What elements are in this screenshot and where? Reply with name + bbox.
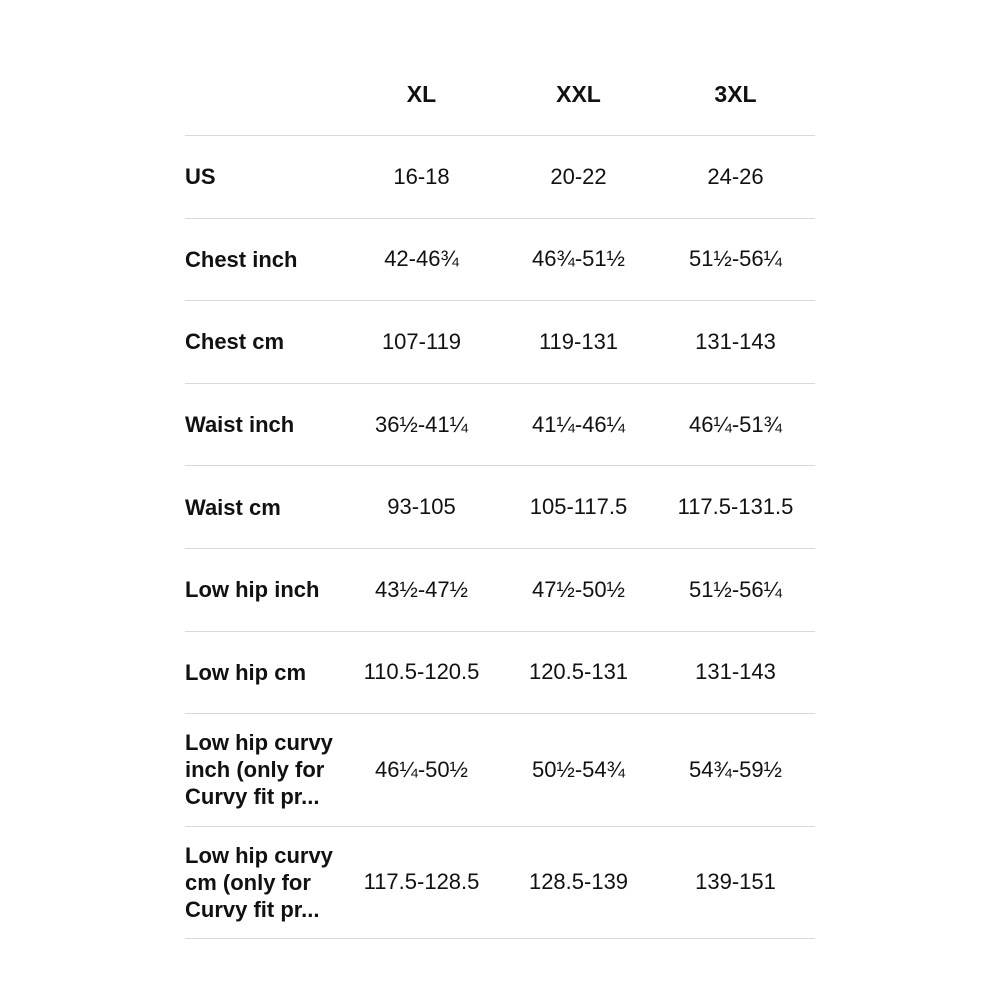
table-cell: 120.5-131	[528, 659, 629, 685]
table-cell: 54¾-59½	[689, 756, 782, 782]
row-label: Low hip cm	[185, 659, 306, 685]
table-cell: 24-26	[707, 163, 764, 189]
table-row-us	[185, 136, 815, 219]
table-cell: 36½-41¼	[375, 411, 468, 437]
table-row-low-hip-curvy-inch	[185, 714, 815, 827]
table-row-low-hip-inch	[185, 549, 815, 632]
table-row-low-hip-cm	[185, 632, 815, 715]
table-cell: 46¼-50½	[375, 756, 468, 782]
table-cell: 43½-47½	[375, 576, 468, 602]
table-header-row	[185, 54, 815, 136]
row-label: Waist cm	[185, 494, 281, 520]
table-row-chest-cm	[185, 301, 815, 384]
column-header-xl: XL	[406, 81, 437, 107]
table-row-chest-inch	[185, 219, 815, 302]
table-cell: 110.5-120.5	[363, 659, 480, 685]
row-label: Low hip curvy inch (only for Curvy fit pr...	[185, 730, 333, 810]
table-row-low-hip-curvy-cm	[185, 827, 815, 940]
table-cell: 47½-50½	[532, 576, 625, 602]
table-cell: 131-143	[695, 659, 776, 685]
row-label: Chest cm	[185, 329, 285, 355]
row-label: Chest inch	[185, 246, 298, 272]
table-cell: 139-151	[695, 869, 776, 895]
row-label: US	[185, 164, 216, 190]
table-cell: 119-131	[538, 328, 619, 354]
column-header-3xl: 3XL	[714, 81, 757, 107]
table-row-waist-cm	[185, 466, 815, 549]
table-cell: 41¼-46¼	[532, 411, 625, 437]
table-cell: 117.5-131.5	[677, 494, 794, 520]
table-cell: 105-117.5	[529, 494, 628, 520]
table-cell: 51½-56¼	[689, 576, 782, 602]
table-cell: 20-22	[550, 163, 607, 189]
table-cell: 42-46¾	[384, 246, 459, 272]
row-label: Waist inch	[185, 412, 295, 438]
table-cell: 16-18	[393, 163, 450, 189]
table-cell: 128.5-139	[528, 869, 629, 895]
table-cell: 93-105	[387, 494, 456, 520]
table-cell: 107-119	[381, 328, 462, 354]
row-label: Low hip curvy cm (only for Curvy fit pr...	[185, 842, 333, 922]
column-header-xxl: XXL	[556, 81, 601, 107]
table-cell: 117.5-128.5	[363, 869, 480, 895]
table-cell: 51½-56¼	[689, 246, 782, 272]
row-label: Low hip inch	[185, 577, 320, 603]
table-row-waist-inch	[185, 384, 815, 467]
table-cell: 131-143	[695, 328, 776, 354]
table-cell: 50½-54¾	[532, 756, 625, 782]
size-chart-table	[185, 54, 815, 939]
table-cell: 46¾-51½	[532, 246, 625, 272]
table-cell: 46¼-51¾	[689, 411, 782, 437]
